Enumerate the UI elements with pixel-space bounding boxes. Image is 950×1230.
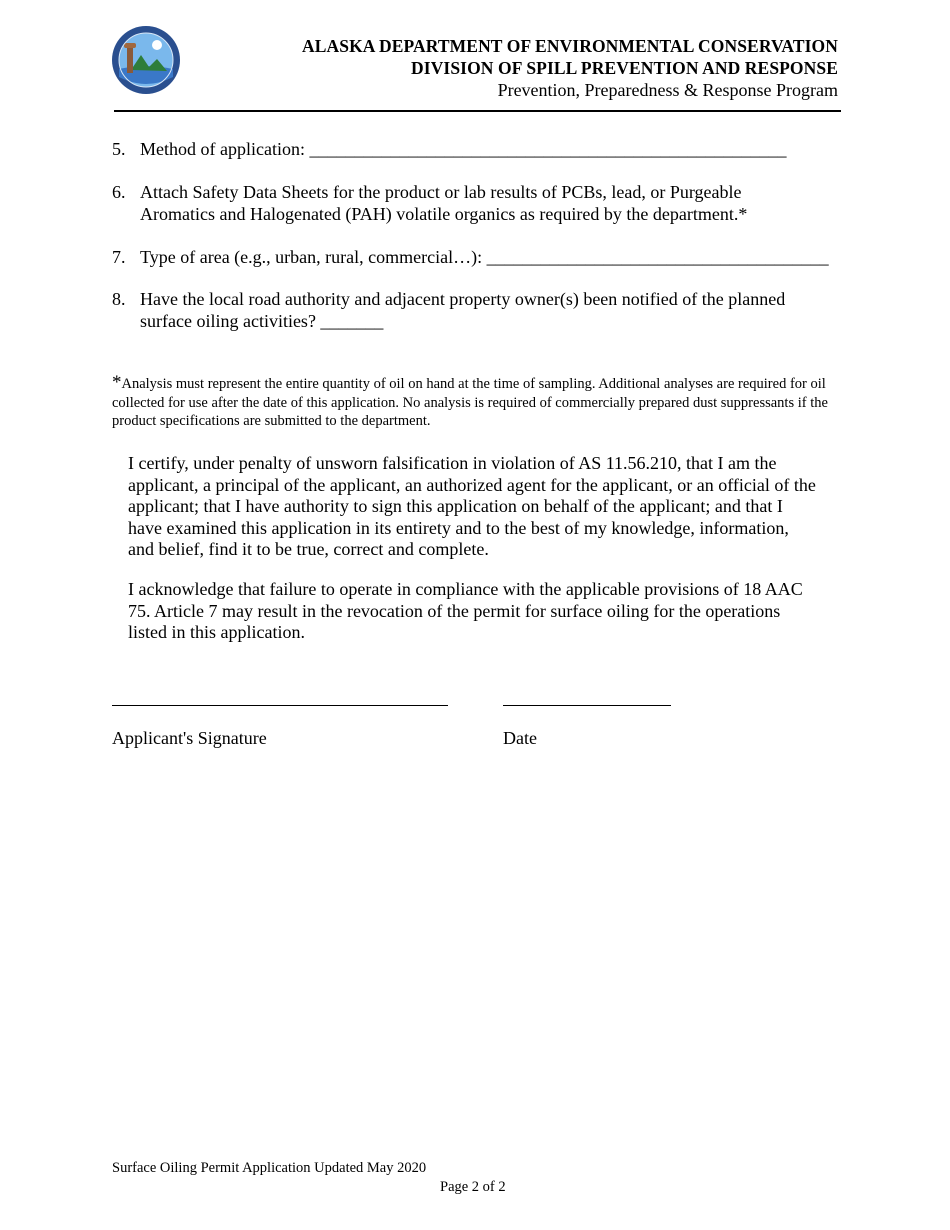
date-line[interactable] (503, 705, 671, 706)
org-name: ALASKA DEPARTMENT OF ENVIRONMENTAL CONSERVATION (302, 36, 838, 56)
question-number: 8. (112, 289, 126, 309)
question-text[interactable]: Method of application: _____________________________________________________ (140, 139, 787, 159)
letterhead (302, 35, 838, 101)
question-number: 5. (112, 139, 126, 159)
question-text[interactable]: Type of area (e.g., urban, rural, commercial…): ______________________________________ (140, 247, 829, 267)
question-5 (112, 138, 840, 160)
question-number: 7. (112, 247, 126, 267)
footnote (112, 374, 842, 431)
date-label: Date (503, 728, 537, 748)
program-name: Prevention, Preparedness & Response Program (497, 80, 838, 100)
question-number: 6. (112, 182, 126, 202)
division-name: DIVISION OF SPILL PREVENTION AND RESPONSE (411, 58, 838, 78)
signature-line[interactable] (112, 705, 448, 706)
question-text-line[interactable]: surface oiling activities? _______ (140, 311, 384, 331)
acknowledgement-paragraph: I acknowledge that failure to operate in compliance with the applicable provisions of 18 AAC 75. Article 7 may result in the revocation of the permit for surface oiling for the operations listed in this application. (128, 579, 803, 642)
footnote-asterisk: * (112, 372, 122, 393)
adec-seal-logo (111, 25, 181, 95)
certification-paragraph: I certify, under penalty of unsworn falsification in violation of AS 11.56.210, that I am the applicant, a principal of the applicant, an authorized agent for the applicant, or an official of the applicant; that I have authority to sign this application on behalf of the applicant; and that I have examined this application in its entirety and to the best of my knowledge, information, and belief, find it to be true, correct and complete. (128, 453, 816, 559)
question-text-line: Have the local road authority and adjacent property owner(s) been notified of the planned (140, 289, 786, 309)
question-text-line: Attach Safety Data Sheets for the product or lab results of PCBs, lead, or Purgeable (140, 182, 742, 202)
question-text-line: Aromatics and Halogenated (PAH) volatile organics as required by the department.* (140, 204, 748, 224)
question-8 (112, 288, 840, 332)
question-6 (112, 181, 840, 225)
footnote-text: Analysis must represent the entire quantity of oil on hand at the time of sampling. Additional analyses are required for oil collected for use after the date of this application. No analysis is required of commercially prepared dust suppressants if the product specifications are submitted to the department. (112, 376, 828, 429)
header-divider (114, 110, 841, 112)
document-title-footer: Surface Oiling Permit Application Updated May 2020 (112, 1160, 427, 1176)
page-number: Page 2 of 2 (440, 1179, 506, 1195)
signature-label: Applicant's Signature (112, 728, 267, 748)
question-7 (112, 246, 860, 268)
